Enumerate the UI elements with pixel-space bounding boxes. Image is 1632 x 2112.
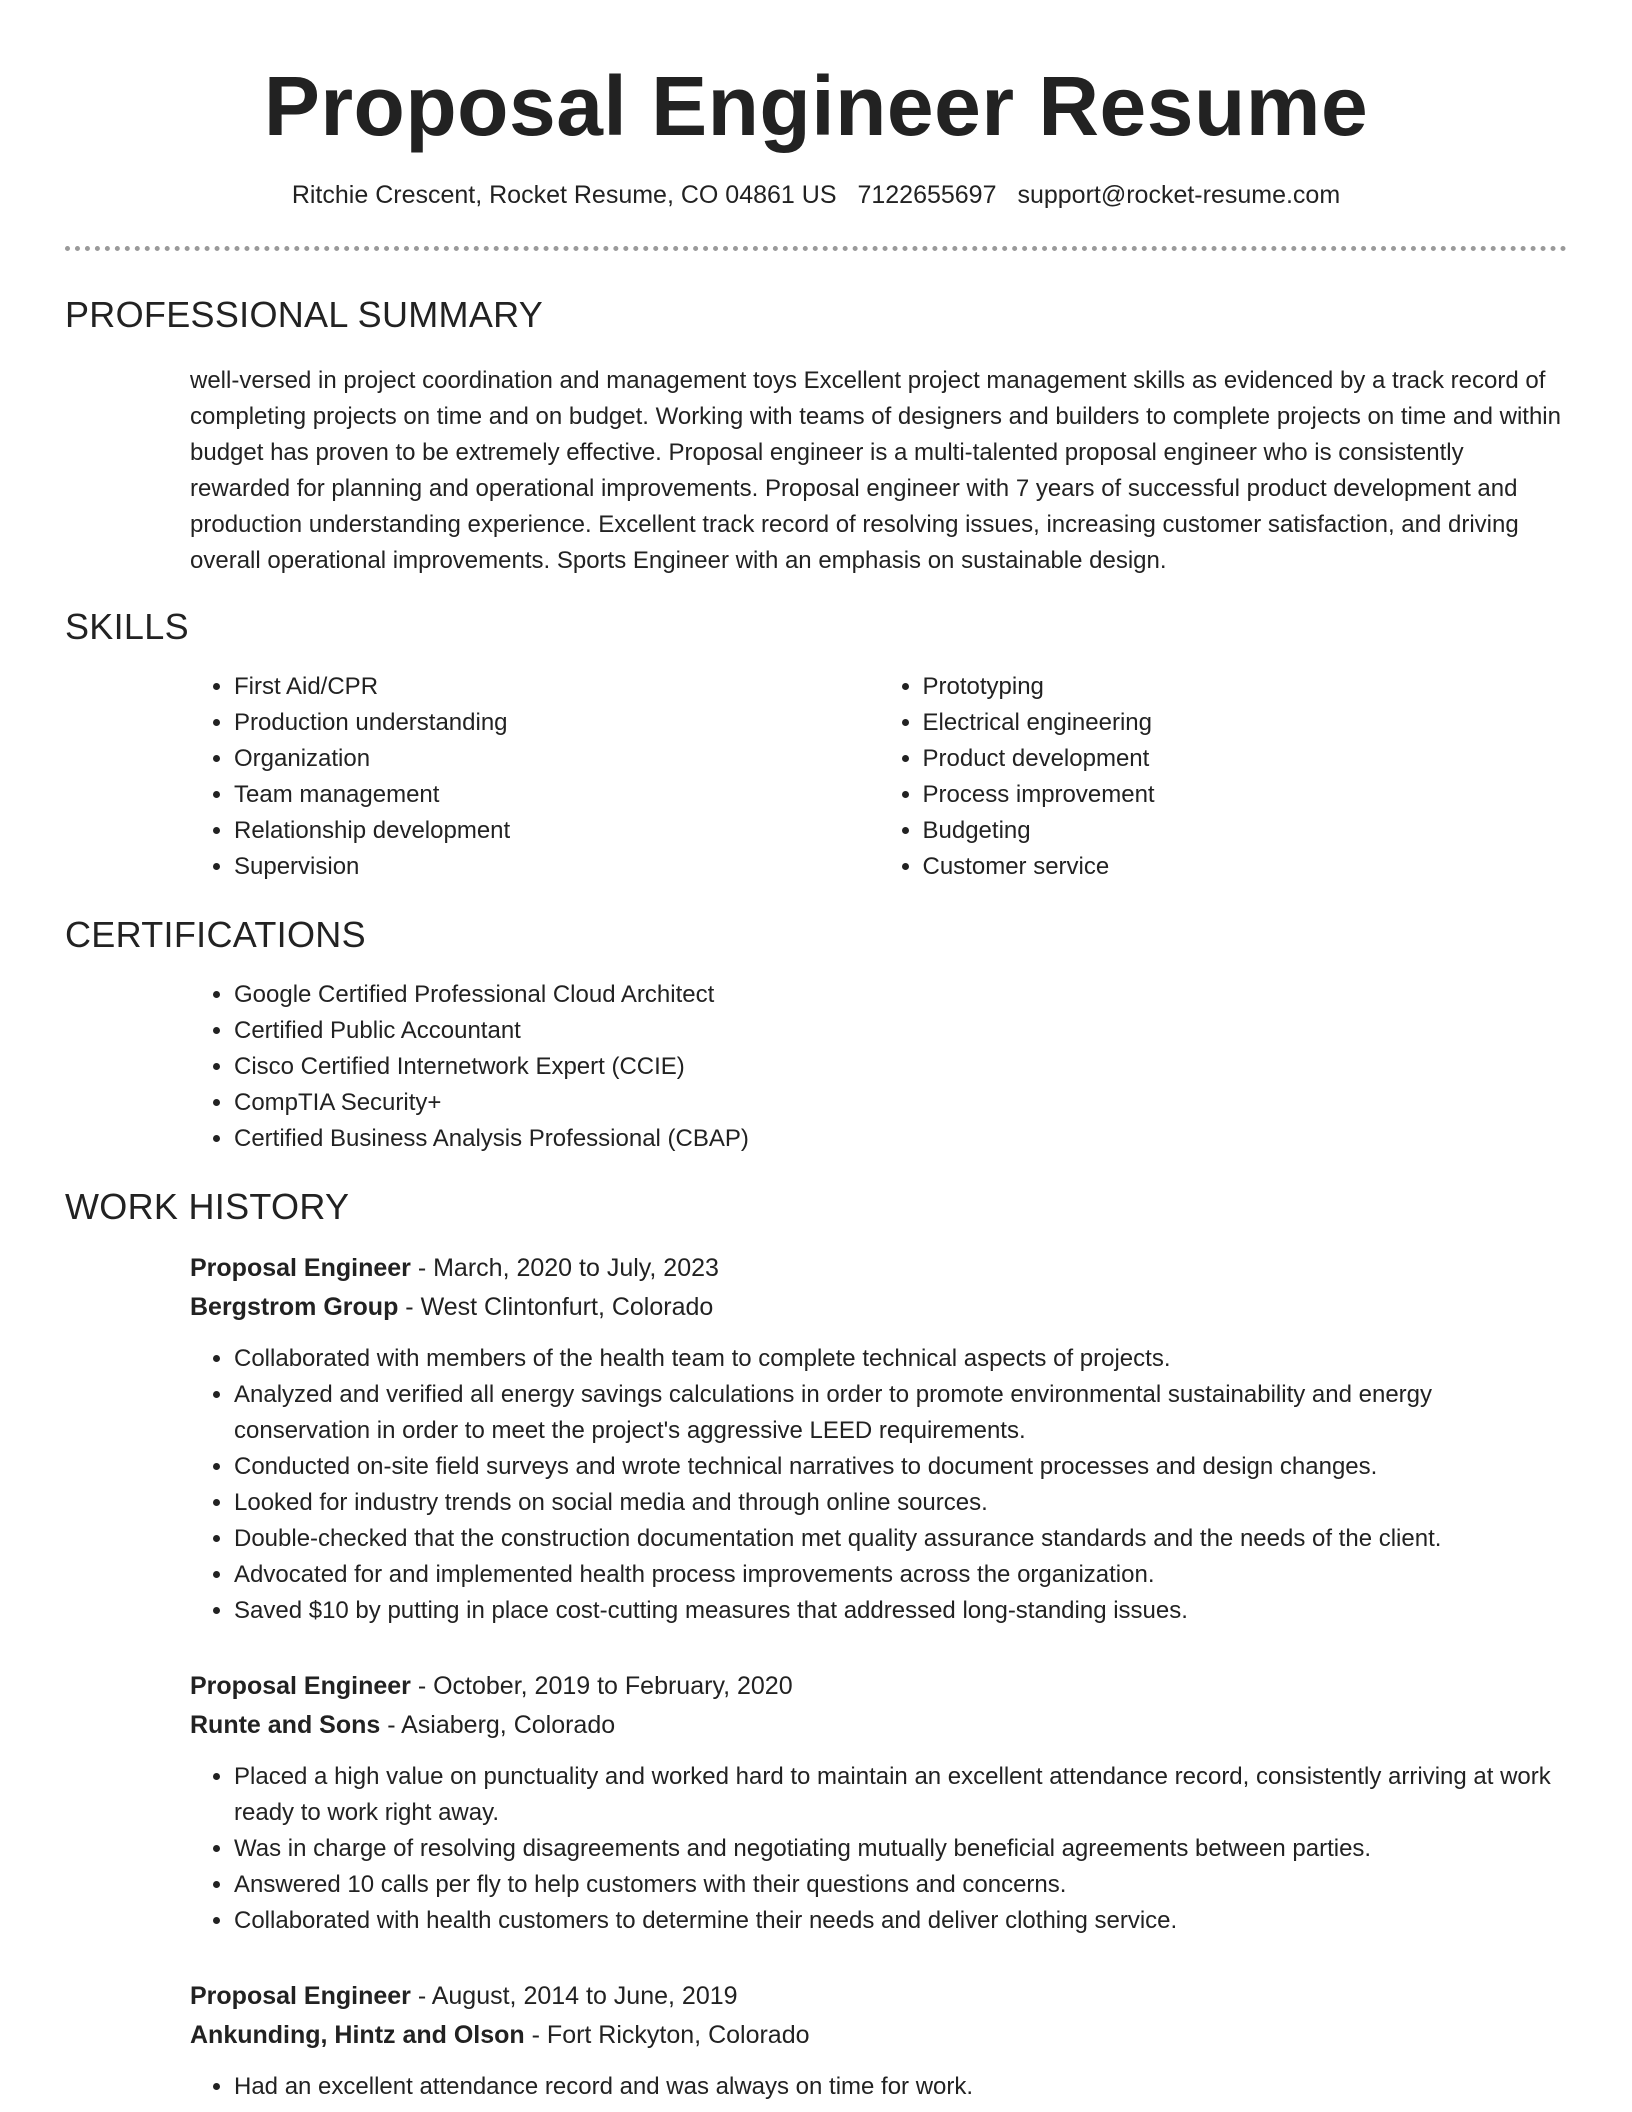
contact-line <box>0 178 1632 212</box>
job-location: - West Clintonfurt, Colorado <box>398 1293 714 1321</box>
job-dates: - March, 2020 to July, 2023 <box>410 1254 719 1282</box>
skills-column-right <box>879 669 1568 885</box>
certifications-list <box>190 977 1567 1157</box>
contact-phone: 7122655697 <box>857 181 997 209</box>
job-bullet: • Double-checked that the construction documentation met quality assurance standards and the needs of the client. <box>234 1521 1567 1557</box>
job-bullet: • Collaborated with members of the health team to complete technical aspects of projects. <box>234 1341 1567 1377</box>
certification-item: • Google Certified Professional Cloud Architect <box>234 977 1567 1013</box>
job-company: Ankunding, Hintz and Olson <box>190 2021 525 2049</box>
skill-item: • Production understanding <box>234 705 879 741</box>
certifications-heading: CERTIFICATIONS <box>65 914 366 955</box>
job-role: Proposal Engineer <box>190 1672 411 1700</box>
skills-column-left <box>190 669 879 885</box>
job-bullet: • Had an excellent attendance record and was always on time for work. <box>234 2069 1567 2105</box>
skill-item: • Supervision <box>234 849 879 885</box>
job-company: Runte and Sons <box>190 1711 381 1739</box>
certification-item: • Certified Public Accountant <box>234 1013 1567 1049</box>
skill-item: • Budgeting <box>923 813 1568 849</box>
certifications-bullets <box>190 977 1567 1157</box>
job-entry <box>190 1977 1567 2105</box>
job-entry <box>190 1667 1567 1939</box>
skill-item: • Electrical engineering <box>923 705 1568 741</box>
job-bullet: • Advocated for and implemented health process improvements across the organization. <box>234 1557 1567 1593</box>
job-role-line <box>190 1667 1567 1706</box>
summary-text: well-versed in project coordination and management toys Excellent project management skills as evidenced by a track record of completing projects on time and on budget. Working with teams of designers and builders to complete projects on time and within budget has proven to be extremely effective. Proposal engineer is a multi-talented proposal engineer who is consistently rewarded for planning and operational improvements. Proposal engineer with 7 years of successful product development and production understanding experience. Excellent track record of resolving issues, increasing customer satisfaction, and driving overall operational improvements. Sports Engineer with an emphasis on sustainable design. <box>190 367 1561 574</box>
job-bullets <box>190 1759 1567 1939</box>
job-bullets <box>190 2069 1567 2105</box>
skill-item: • Process improvement <box>923 777 1568 813</box>
certification-item: • CompTIA Security+ <box>234 1085 1567 1121</box>
certification-item: • Cisco Certified Internetwork Expert (CCIE) <box>234 1049 1567 1085</box>
job-bullets <box>190 1341 1567 1629</box>
job-location: - Asiaberg, Colorado <box>380 1711 616 1739</box>
skill-item: • Prototyping <box>923 669 1568 705</box>
skills-list <box>190 669 1567 885</box>
skill-item: • Customer service <box>923 849 1568 885</box>
skill-item: • Team management <box>234 777 879 813</box>
job-bullet: • Analyzed and verified all energy savings calculations in order to promote environmental sustainability and energy conservation in order to meet the project's aggressive LEED requirements. <box>234 1377 1567 1449</box>
job-company: Bergstrom Group <box>190 1293 399 1321</box>
contact-address: Ritchie Crescent, Rocket Resume, CO 04861 US <box>291 181 837 209</box>
skill-item: • First Aid/CPR <box>234 669 879 705</box>
job-role: Proposal Engineer <box>190 1254 411 1282</box>
job-dates: - October, 2019 to February, 2020 <box>410 1672 793 1700</box>
job-dates: - August, 2014 to June, 2019 <box>410 1982 738 2010</box>
skill-item: • Product development <box>923 741 1568 777</box>
job-bullet: • Looked for industry trends on social media and through online sources. <box>234 1485 1567 1521</box>
job-company-line <box>190 1706 1567 1745</box>
job-bullet: • Saved $10 by putting in place cost-cutting measures that addressed long-standing issues. <box>234 1593 1567 1629</box>
skill-item: • Organization <box>234 741 879 777</box>
job-bullet: • Collaborated with health customers to determine their needs and deliver clothing service. <box>234 1903 1567 1939</box>
skill-item: • Relationship development <box>234 813 879 849</box>
job-bullet: • Conducted on-site field surveys and wrote technical narratives to document processes and design changes. <box>234 1449 1567 1485</box>
job-bullet: • Was in charge of resolving disagreements and negotiating mutually beneficial agreements between parties. <box>234 1831 1567 1867</box>
job-entry <box>190 1249 1567 1629</box>
skills-heading: SKILLS <box>65 606 189 647</box>
job-company-line <box>190 1288 1567 1327</box>
job-bullet: • Placed a high value on punctuality and worked hard to maintain an excellent attendance record, consistently arriving at work ready to work right away. <box>234 1759 1567 1831</box>
header-divider <box>65 246 1567 251</box>
job-company-line <box>190 2016 1567 2055</box>
job-role-line <box>190 1977 1567 2016</box>
certification-item: • Certified Business Analysis Professional (CBAP) <box>234 1121 1567 1157</box>
work-history-heading: WORK HISTORY <box>65 1186 350 1227</box>
contact-email: support@rocket-resume.com <box>1017 181 1341 209</box>
job-location: - Fort Rickyton, Colorado <box>524 2021 810 2049</box>
job-bullet: • Answered 10 calls per fly to help customers with their questions and concerns. <box>234 1867 1567 1903</box>
job-role: Proposal Engineer <box>190 1982 411 2010</box>
resume-title: Proposal Engineer Resume <box>263 59 1369 153</box>
summary-heading: PROFESSIONAL SUMMARY <box>65 294 544 335</box>
job-role-line <box>190 1249 1567 1288</box>
